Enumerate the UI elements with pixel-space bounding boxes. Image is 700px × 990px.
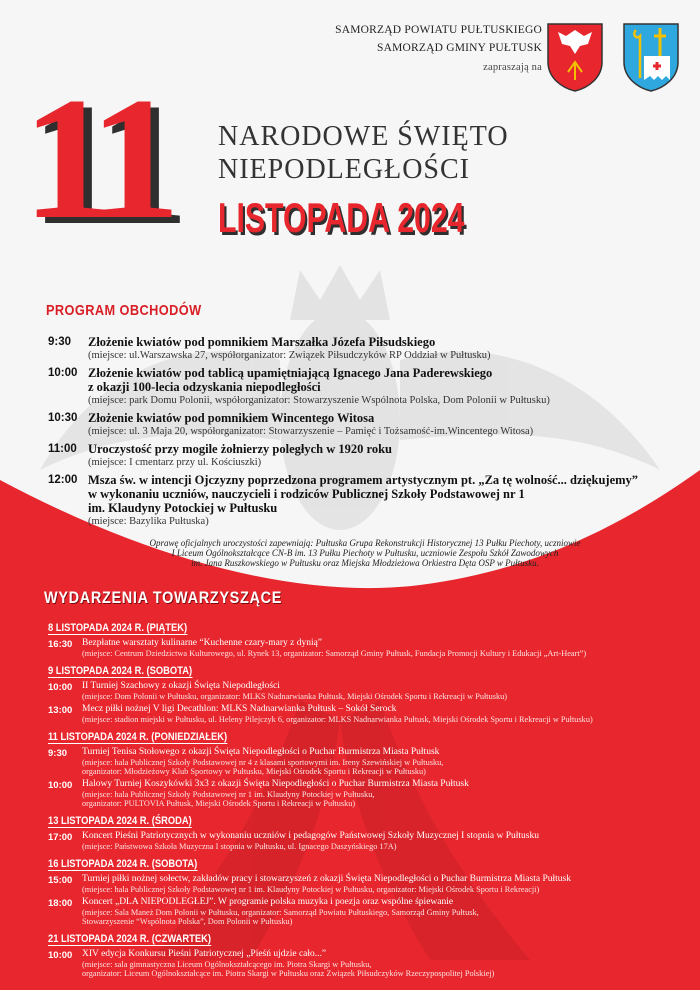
event-time: 16:30 xyxy=(48,639,73,650)
event-title: Koncert Pieśni Patriotycznych w wykonaniu uczniów i pedagogów Państwowej Szkoły Muzycznej I stopnia w Pułtusku xyxy=(82,831,539,841)
county-coat-of-arms-icon xyxy=(546,22,604,92)
event-title: II Turniej Szachowy z okazji Święta Niepodległości xyxy=(82,681,280,691)
program-place: (miejsce: ul. 3 Maja 20, współorganizator: Stowarzyszenie – Pamięć i Tożsamość-im.Wincentego Witosa) xyxy=(88,426,534,437)
program-body xyxy=(88,442,392,469)
event-body xyxy=(82,949,494,978)
event-date: 8 LISTOPADA 2024 R. (PIĄTEK) xyxy=(48,622,188,634)
program-body xyxy=(88,335,490,362)
program-title-line: im. Klaudyny Potockiej w Pułtusku xyxy=(88,501,278,515)
event-day xyxy=(48,618,688,658)
events-heading: WYDARZENIA TOWARZYSZĄCE xyxy=(44,588,283,607)
event-body xyxy=(82,704,593,724)
event-item xyxy=(48,747,688,776)
program-title-line: Złożenie kwiatów pod pomnikiem Marszałka Józefa Piłsudskiego xyxy=(88,335,436,349)
event-details: organizator: Młodzieżowy Klub Sportowy w Pułtusku, Miejski Ośrodek Sportu i Rekreacji w Pułtusku) xyxy=(82,767,426,776)
event-date: 16 LISTOPADA 2024 R. (SOBOTA) xyxy=(48,858,198,870)
program-body xyxy=(88,411,533,438)
note-line: im. Jana Ruszkowskiego w Pułtusku oraz Miejska Młodzieżowa Orkiestra Dęta OSP w Pułtusku. xyxy=(191,558,539,568)
program-title-line: Złożenie kwiatów pod pomnikiem Wincentego Witosa xyxy=(88,411,375,425)
event-item xyxy=(48,779,688,808)
note-line: I Liceum Ogólnokształcące CN-B im. 13 Pułku Piechoty w Pułtusku, uczniowie Zespołu Szkół Zawodowych xyxy=(171,548,559,558)
title-line-1: NARODOWE ŚWIĘTO xyxy=(218,121,509,152)
event-details: organizator: Liceum Ogólnokształcące im. Piotra Skargi w Pułtusku oraz Związek Piłsudczyków Rzeczypospolitej Polskiej) xyxy=(82,969,495,978)
event-title: Bezpłatne warsztaty kulinarne “Kuchenne czary-mary z dynią” xyxy=(82,638,323,648)
event-item xyxy=(48,949,688,978)
event-body xyxy=(82,747,443,776)
events-list xyxy=(48,618,688,981)
event-title: Mecz piłki nożnej V ligi Decathlon: MLKS Nadnarwianka Pułtusk – Sokół Serock xyxy=(82,704,397,714)
event-date: 11 LISTOPADA 2024 R. (PONIEDZIAŁEK) xyxy=(48,731,228,743)
event-details: (miejsce: stadion miejski w Pułtusku, ul. Heleny Pilejczyk 6, organizator: MLKS Nadnarwianka Pułtusk, Miejski Ośrodek Sportu i Rekreacji w Pułtusku) xyxy=(82,715,593,724)
program-item xyxy=(48,442,668,469)
event-details: (miejsce: Dom Polonii w Pułtusku, organizator: MLKS Nadnarwianka Pułtusk, Miejski Ośrodek Sportu i Rekreacji w Pułtusku) xyxy=(82,692,508,701)
event-time: 13:00 xyxy=(48,705,73,716)
program-time: 9:30 xyxy=(48,336,72,348)
event-details: (miejsce: hala Publicznej Szkoły Podstawowej nr 1 im. Klaudyny Potockiej w Pułtusku, xyxy=(82,790,375,799)
event-details: (miejsce: hala Publicznej Szkoły Podstawowej nr 1 im. Klaudyny Potockiej w Pułtusku, organizator: Miejski Ośrodek Sportu i Rekreacji) xyxy=(82,885,540,894)
event-title: Koncert „DLA NIEPODLEGŁEJ”. W programie polska muzyka i poezja oraz wspólne śpiewanie xyxy=(82,897,454,907)
month-year: LISTOPADA 2024 xyxy=(218,194,465,241)
program-heading: PROGRAM OBCHODÓW xyxy=(46,302,202,319)
event-time: 18:00 xyxy=(48,898,73,909)
event-body xyxy=(82,681,507,701)
event-body xyxy=(82,874,571,894)
event-date: 9 LISTOPADA 2024 R. (SOBOTA) xyxy=(48,665,193,677)
event-day xyxy=(48,727,688,808)
event-body xyxy=(82,831,539,851)
organizer-commune: SAMORZĄD GMINY PUŁTUSK xyxy=(377,42,542,54)
event-item xyxy=(48,638,688,658)
title-line-2: NIEPODLEGŁOŚCI xyxy=(218,154,470,185)
event-day xyxy=(48,811,688,851)
event-details: (miejsce: Państwowa Szkoła Muzyczna I stopnia w Pułtusku, ul. Ignacego Daszyńskiego 17A) xyxy=(82,842,397,851)
program-time: 12:00 xyxy=(48,474,78,486)
event-details: (miejsce: Centrum Dziedzictwa Kulturowego, ul. Rynek 13, organizator: Samorząd Gminy Pułtusk, Fundacja Promocji Kultury i Edukacji „Art-Heart”) xyxy=(82,649,587,658)
note-line: Oprawę oficjalnych uroczystości zapewniają: Pułtuska Grupa Rekonstrukcji Historycznej 13 Pułku Piechoty, uczniowie xyxy=(149,538,581,548)
event-time: 17:00 xyxy=(48,832,73,843)
program-title-line: Złożenie kwiatów pod tablicą upamiętniającą Ignacego Jana Paderewskiego xyxy=(88,366,493,380)
event-details: (miejsce: hala Publicznej Szkoły Podstawowej nr 4 z klasami sportowymi im. Ireny Szewińskiej w Pułtusku, xyxy=(82,758,444,767)
program-item xyxy=(48,366,668,407)
event-details: organizator: PULTOVIA Pułtusk, Miejski Ośrodek Sportu i Rekreacji w Pułtusku) xyxy=(82,799,356,808)
program-body xyxy=(88,473,638,528)
program-place: (miejsce: park Domu Polonii, współorganizator: Stowarzyszenie Wspólnota Polska, Dom Polonii w Pułtusku) xyxy=(88,395,550,406)
event-details: (miejsce: Sala Maneż Dom Polonii w Pułtusku, organizator: Samorząd Powiatu Pułtuskiego, Samorząd Gminy Pułtusk, xyxy=(82,908,479,917)
event-item xyxy=(48,831,688,851)
event-title: XIV edycja Konkursu Pieśni Patriotycznej „Pieśń ujdzie cało...” xyxy=(82,949,327,959)
program-item xyxy=(48,473,668,528)
program-title-line: Msza św. w intencji Ojczyzny poprzedzona programem artystycznym pt. „Za tę wolność... dziękujemy” xyxy=(88,473,639,487)
program-place: (miejsce: Bazylika Pułtuska) xyxy=(88,516,209,527)
commune-coat-of-arms-icon xyxy=(622,22,680,92)
program-place: (miejsce: ul.Warszawska 27, współorganizator: Związek Piłsudczyków RP Oddział w Pułtusku) xyxy=(88,350,491,361)
program-title-line: w wykonaniu uczniów, nauczycieli i rodziców Publicznej Szkoły Podstawowej nr 1 xyxy=(88,487,525,501)
program-list xyxy=(48,335,668,532)
event-title: Turniej Tenisa Stołowego z okazji Święta Niepodległości o Puchar Burmistrza Miasta Pułtusk xyxy=(82,747,440,757)
event-details: Stowarzyszenie “Wspólnota Polska”, Dom Polonii w Pułtusku) xyxy=(82,917,293,926)
event-item xyxy=(48,897,688,926)
program-time: 10:00 xyxy=(48,367,78,379)
event-body xyxy=(82,897,479,926)
ceremony-note xyxy=(100,538,630,568)
event-body xyxy=(82,779,469,808)
event-item xyxy=(48,874,688,894)
event-date: 21 LISTOPADA 2024 R. (CZWARTEK) xyxy=(48,933,211,945)
event-day xyxy=(48,929,688,978)
program-time: 11:00 xyxy=(48,443,77,455)
event-item xyxy=(48,704,688,724)
event-title: Turniej piłki nożnej sołectw, zakładów pracy i stowarzyszeń z okazji Święta Niepodległości o Puchar Burmistrza Miasta Pułtusk xyxy=(82,874,571,884)
event-item xyxy=(48,681,688,701)
event-title: Halowy Turniej Koszykówki 3x3 z okazji Święta Niepodległości o Puchar Burmistrza Miasta Pułtusk xyxy=(82,779,469,789)
program-title-line: z okazji 100-lecia odzyskania niepodległości xyxy=(88,380,321,394)
program-place: (miejsce: I cmentarz przy ul. Kościuszki) xyxy=(88,457,262,468)
invite-text: zapraszają na xyxy=(483,62,542,73)
program-title-line: Uroczystość przy mogile żołnierzy poległych w 1920 roku xyxy=(88,442,393,456)
event-day xyxy=(48,661,688,724)
program-item xyxy=(48,335,668,362)
event-time: 10:00 xyxy=(48,950,73,961)
event-time: 10:00 xyxy=(48,780,73,791)
event-time: 10:00 xyxy=(48,682,73,693)
organizer-county: SAMORZĄD POWIATU PUŁTUSKIEGO xyxy=(335,24,542,36)
program-time: 10:30 xyxy=(48,412,78,424)
program-body xyxy=(88,366,550,407)
event-body xyxy=(82,638,586,658)
day-number: 11 xyxy=(22,61,167,255)
event-time: 15:00 xyxy=(48,875,73,886)
event-date: 13 LISTOPADA 2024 R. (ŚRODA) xyxy=(48,815,192,827)
program-item xyxy=(48,411,668,438)
event-details: (miejsce: sala gimnastyczna Liceum Ogólnokształcącego im. Piotra Skargi w Pułtusku, xyxy=(82,960,372,969)
event-time: 9:30 xyxy=(48,748,68,759)
event-day xyxy=(48,854,688,926)
